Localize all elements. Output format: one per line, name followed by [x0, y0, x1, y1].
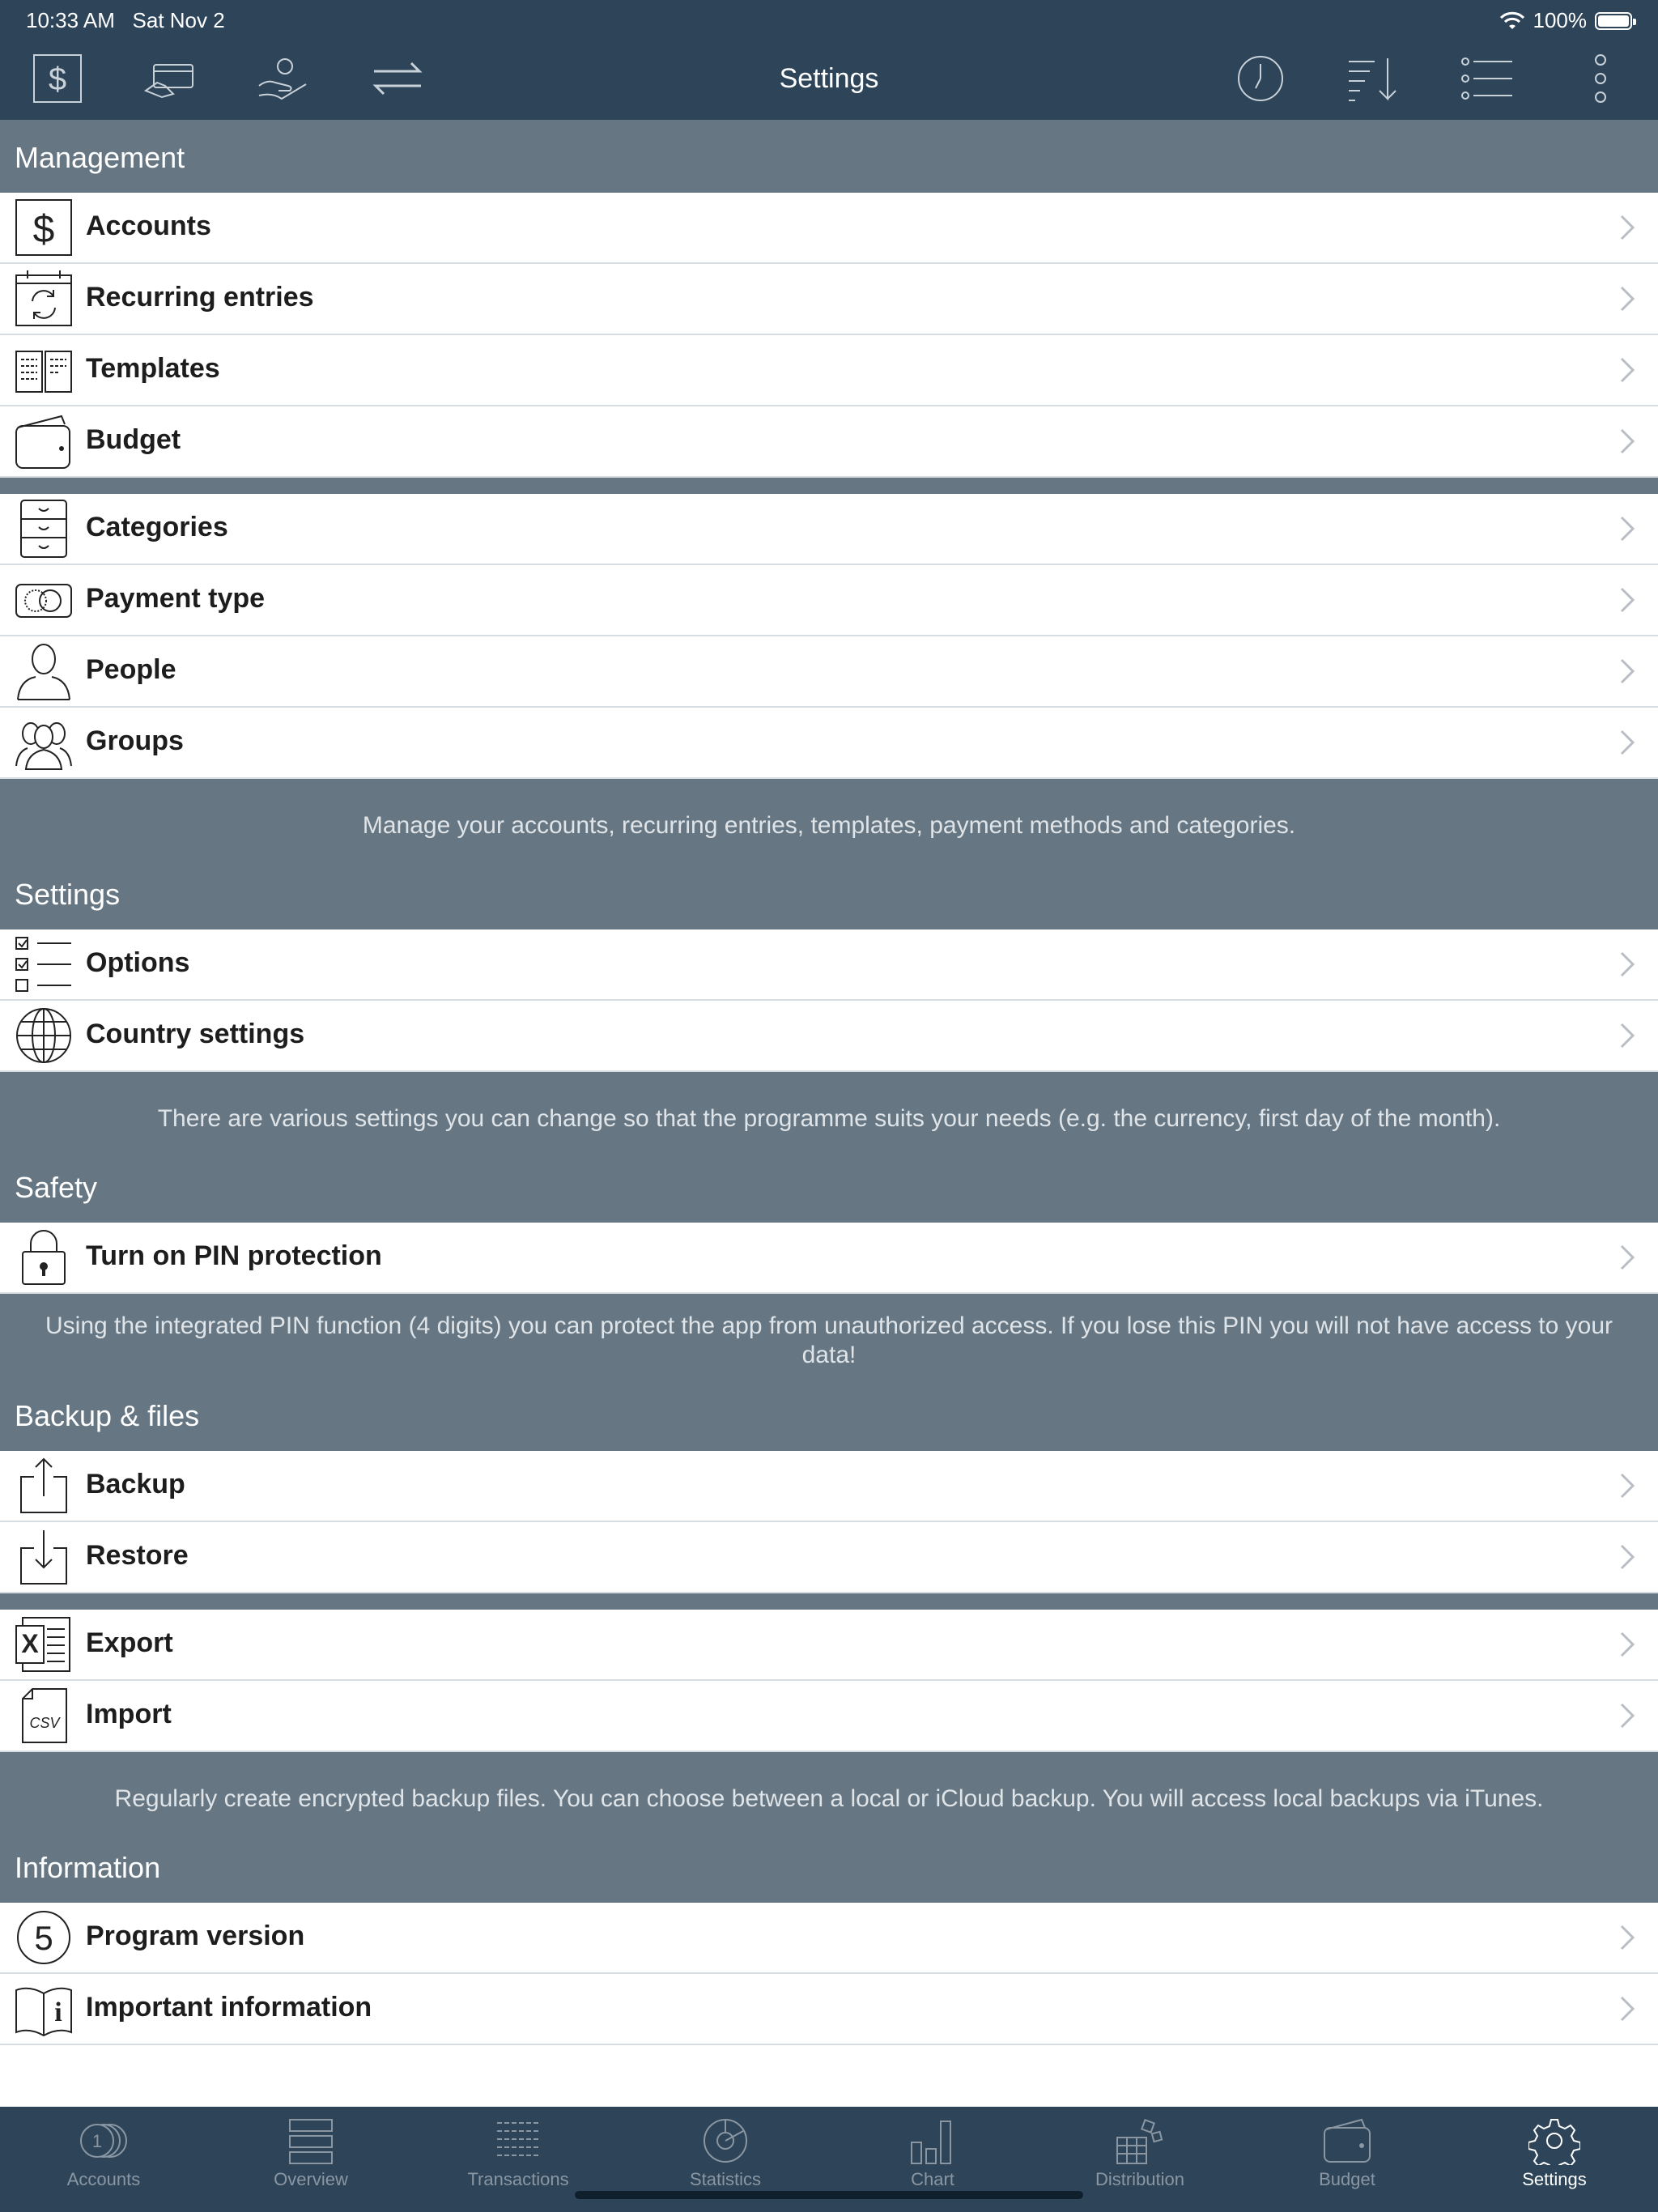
chevron-right-icon	[1619, 1022, 1635, 1049]
tab-overview[interactable]	[207, 2107, 414, 2212]
svg-text:$: $	[48, 62, 67, 97]
section-header-safety: Safety	[15, 1171, 98, 1204]
chevron-right-icon	[1619, 1995, 1635, 2023]
footnote-safety: Using the integrated PIN function (4 digits) you can protect the app from unauthorized access. If you lose this PIN you will not have access to your data!	[45, 1312, 1613, 1368]
row-label: Export	[86, 1627, 173, 1658]
status-indicators	[1499, 8, 1633, 33]
battery-icon	[1595, 12, 1632, 30]
page-title: Settings	[779, 63, 879, 94]
list-icon[interactable]	[1459, 50, 1516, 107]
footnote-backup: Regularly create encrypted backup files. You can choose between a local or iCloud backup. You will access local backups via iTunes.	[114, 1785, 1544, 1812]
row-label: Options	[86, 947, 190, 978]
row-budget[interactable]	[0, 406, 1658, 478]
group-icon	[15, 713, 73, 772]
row-templates[interactable]	[0, 335, 1658, 406]
svg-text:5: 5	[34, 1919, 53, 1957]
recurring-calendar-icon	[15, 269, 73, 329]
cabinet-icon	[15, 499, 73, 559]
top-bar	[0, 0, 1658, 120]
tab-label: Overview	[274, 2169, 348, 2189]
row-label: Import	[86, 1699, 172, 1729]
statistics-icon	[699, 2116, 751, 2165]
wifi-icon	[1499, 11, 1525, 31]
tab-settings[interactable]	[1451, 2107, 1658, 2212]
section-header-backup: Backup & files	[15, 1399, 200, 1432]
templates-book-icon	[15, 340, 73, 400]
row-export[interactable]	[0, 1610, 1658, 1681]
tab-accounts[interactable]	[0, 2107, 207, 2212]
row-label: People	[86, 654, 176, 685]
chevron-right-icon	[1619, 214, 1635, 241]
section-header-information: Information	[15, 1851, 161, 1884]
chevron-right-icon	[1619, 657, 1635, 685]
chevron-right-icon	[1619, 1244, 1635, 1271]
row-backup[interactable]	[0, 1451, 1658, 1522]
chevron-right-icon	[1619, 428, 1635, 455]
clock-icon[interactable]	[1232, 50, 1289, 107]
home-indicator[interactable]	[575, 2191, 1083, 2199]
row-label: Groups	[86, 725, 184, 756]
bar-chart-icon	[907, 2116, 959, 2165]
row-categories[interactable]	[0, 494, 1658, 565]
row-label: Budget	[86, 424, 181, 455]
wallet-icon	[1321, 2116, 1373, 2165]
row-country-settings[interactable]	[0, 1001, 1658, 1072]
footnote-management: Manage your accounts, recurring entries, templates, payment methods and categories.	[362, 812, 1296, 839]
tab-label: Distribution	[1095, 2169, 1185, 2189]
settings-list	[0, 120, 1658, 2107]
svg-text:X: X	[21, 1629, 39, 1658]
footnote-settings: There are various settings you can change so that the programme suits your needs (e.g. the currency, first day of the month).	[157, 1105, 1501, 1132]
person-icon	[15, 641, 73, 701]
svg-text:CSV: CSV	[29, 1715, 60, 1731]
chevron-right-icon	[1619, 1543, 1635, 1571]
row-label: Country settings	[86, 1019, 305, 1049]
chevron-right-icon	[1619, 285, 1635, 313]
overview-icon	[285, 2116, 337, 2165]
row-options[interactable]	[0, 929, 1658, 1001]
lock-icon	[15, 1227, 73, 1287]
row-people[interactable]	[0, 636, 1658, 708]
chevron-right-icon	[1619, 951, 1635, 978]
tab-label: Settings	[1522, 2169, 1587, 2189]
row-label: Accounts	[86, 211, 211, 241]
chevron-right-icon	[1619, 1472, 1635, 1499]
row-import[interactable]	[0, 1681, 1658, 1752]
csv-file-icon	[15, 1686, 73, 1746]
row-payment-type[interactable]	[0, 565, 1658, 636]
battery-percent: 100%	[1533, 8, 1587, 32]
excel-icon	[15, 1614, 73, 1674]
gear-icon	[1528, 2116, 1580, 2165]
group-separator	[0, 478, 1658, 494]
tab-label: Statistics	[689, 2169, 762, 2189]
chevron-right-icon	[1619, 1924, 1635, 1951]
chevron-right-icon	[1619, 586, 1635, 614]
row-label: Turn on PIN protection	[86, 1240, 382, 1271]
row-program-version[interactable]	[0, 1903, 1658, 1974]
tab-label: Budget	[1319, 2169, 1375, 2189]
group-separator	[0, 1593, 1658, 1610]
info-book-icon	[15, 1979, 73, 2039]
checklist-icon	[15, 934, 73, 994]
row-accounts[interactable]	[0, 193, 1658, 264]
tab-label: Chart	[911, 2169, 954, 2189]
row-label: Categories	[86, 512, 228, 542]
tab-label: Transactions	[467, 2169, 569, 2189]
row-groups[interactable]	[0, 708, 1658, 779]
chevron-right-icon	[1619, 1702, 1635, 1729]
row-label: Recurring entries	[86, 282, 314, 313]
row-important-information[interactable]	[0, 1974, 1658, 2045]
globe-icon	[15, 1006, 73, 1066]
svg-text:1: 1	[91, 2131, 103, 2151]
tab-budget[interactable]	[1244, 2107, 1451, 2212]
coins-icon	[78, 2116, 130, 2165]
dollar-icon	[15, 198, 73, 257]
row-label: Templates	[86, 353, 220, 384]
tab-label: Accounts	[66, 2169, 141, 2189]
svg-text:i: i	[54, 1997, 62, 2027]
svg-text:$: $	[32, 208, 55, 251]
chevron-right-icon	[1619, 356, 1635, 384]
transactions-icon	[492, 2116, 544, 2165]
more-vertical-icon[interactable]	[1572, 50, 1629, 107]
chevron-right-icon	[1619, 1631, 1635, 1658]
row-label: Restore	[86, 1540, 189, 1571]
upload-icon	[15, 1456, 73, 1516]
row-partially-visible[interactable]	[0, 2045, 1658, 2107]
row-label: Payment type	[86, 583, 266, 614]
cards-icon	[15, 570, 73, 630]
sort-descending-icon[interactable]	[1346, 50, 1402, 107]
version-five-icon	[15, 1908, 73, 1967]
distribution-icon	[1114, 2116, 1166, 2165]
row-recurring-entries[interactable]	[0, 264, 1658, 335]
chevron-right-icon	[1619, 729, 1635, 756]
status-time: 10:33 AM Sat Nov 2	[26, 8, 225, 32]
download-icon	[15, 1527, 73, 1587]
section-header-management: Management	[15, 141, 185, 174]
section-header-settings: Settings	[15, 878, 121, 911]
wallet-icon	[15, 411, 73, 471]
row-pin-protection[interactable]	[0, 1223, 1658, 1294]
row-label: Important information	[86, 1992, 372, 2023]
row-label: Backup	[86, 1469, 185, 1499]
chevron-right-icon	[1619, 515, 1635, 542]
row-restore[interactable]	[0, 1522, 1658, 1593]
row-label: Program version	[86, 1921, 305, 1951]
